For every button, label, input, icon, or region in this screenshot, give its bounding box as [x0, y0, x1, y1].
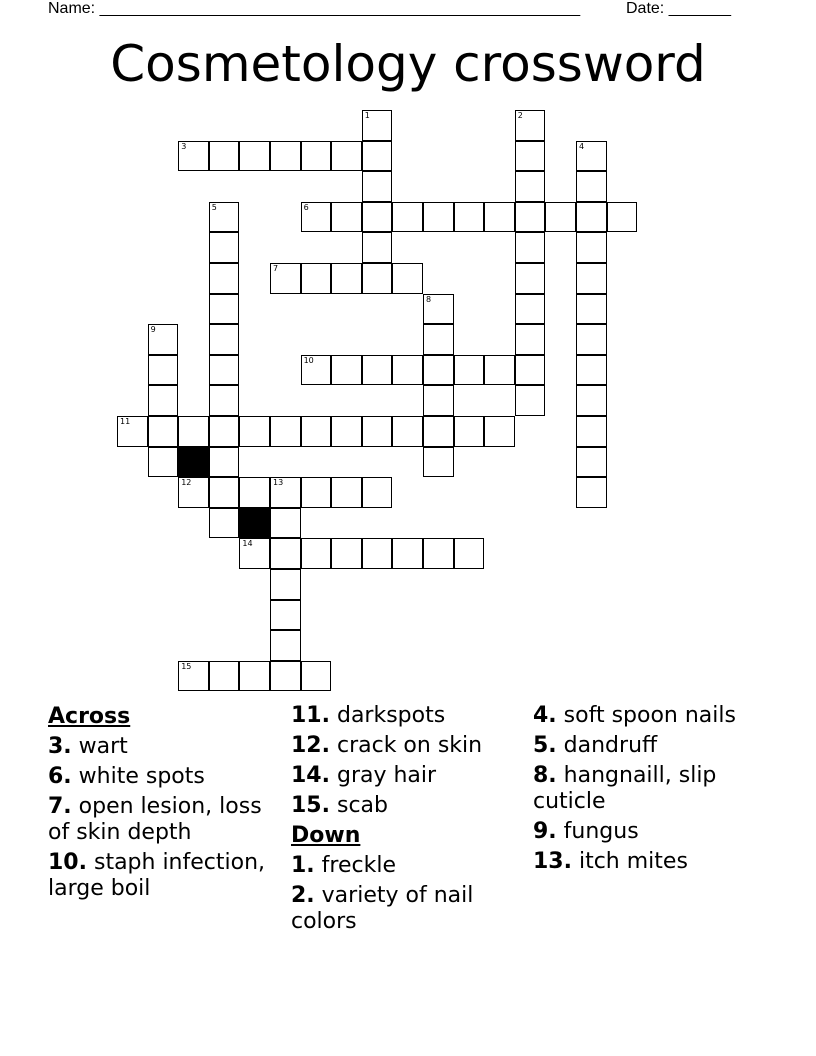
grid-cell[interactable] [362, 202, 393, 233]
grid-cell[interactable] [515, 202, 546, 233]
grid-cell[interactable] [301, 661, 332, 692]
grid-cell[interactable] [454, 202, 485, 233]
clue-number: 14. [291, 763, 330, 788]
grid-cell[interactable] [515, 294, 546, 325]
clue-text: crack on skin [329, 733, 483, 758]
grid-cell[interactable] [515, 171, 546, 202]
grid-cell[interactable] [576, 416, 607, 447]
grid-cell[interactable] [209, 508, 240, 539]
grid-cell[interactable] [148, 324, 179, 355]
across-clue [291, 703, 526, 729]
clue-text: freckle [314, 853, 396, 878]
grid-cell[interactable] [423, 538, 454, 569]
grid-cell[interactable] [392, 416, 423, 447]
grid-cell[interactable] [270, 416, 301, 447]
grid-cell[interactable] [484, 355, 515, 386]
clue-column-3 [533, 703, 773, 879]
grid-cell[interactable] [423, 324, 454, 355]
clue-number: 13. [533, 849, 572, 874]
black-square [239, 508, 270, 539]
across-clue [48, 734, 278, 760]
across-heading: Across [48, 704, 131, 729]
clue-text: dandruff [556, 733, 658, 758]
cell-number: 10 [303, 355, 314, 365]
cell-number: 15 [181, 661, 192, 671]
grid-cell[interactable] [270, 569, 301, 600]
grid-cell[interactable] [301, 202, 332, 233]
grid-cell[interactable] [270, 508, 301, 539]
grid-cell[interactable] [117, 416, 148, 447]
clue-text: itch mites [571, 849, 688, 874]
cell-number: 12 [181, 478, 192, 488]
grid-cell[interactable] [362, 141, 393, 172]
clue-column-2 [291, 703, 526, 939]
grid-cell[interactable] [239, 477, 270, 508]
grid-cell[interactable] [454, 416, 485, 447]
grid-cell[interactable] [270, 538, 301, 569]
grid-cell[interactable] [454, 538, 485, 569]
grid-cell[interactable] [576, 202, 607, 233]
grid-cell[interactable] [209, 263, 240, 294]
grid-cell[interactable] [209, 385, 240, 416]
grid-cell[interactable] [209, 232, 240, 263]
down-clue [533, 763, 773, 815]
grid-cell[interactable] [301, 263, 332, 294]
clue-text: variety of nail colors [291, 883, 474, 934]
down-clue [533, 819, 773, 845]
cell-number: 5 [211, 202, 217, 212]
grid-cell[interactable] [576, 263, 607, 294]
grid-cell[interactable] [423, 294, 454, 325]
grid-cell[interactable] [423, 447, 454, 478]
grid-cell[interactable] [362, 110, 393, 141]
clue-number: 12. [291, 733, 330, 758]
grid-cell[interactable] [331, 477, 362, 508]
grid-cell[interactable] [576, 447, 607, 478]
across-clue [48, 764, 278, 790]
cell-number: 1 [364, 111, 370, 120]
grid-cell[interactable] [301, 477, 332, 508]
down-heading: Down [291, 823, 361, 848]
clue-text: scab [329, 793, 388, 818]
grid-cell[interactable] [392, 202, 423, 233]
grid-cell[interactable] [270, 141, 301, 172]
clue-number: 5. [533, 733, 557, 758]
clue-number: 9. [533, 819, 557, 844]
across-clue [291, 793, 526, 819]
black-square [178, 447, 209, 478]
grid-cell[interactable] [301, 355, 332, 386]
down-clue [291, 883, 526, 935]
grid-cell[interactable] [576, 385, 607, 416]
grid-cell[interactable] [392, 355, 423, 386]
grid-cell[interactable] [362, 416, 393, 447]
cell-number: 14 [242, 539, 253, 549]
grid-cell[interactable] [239, 538, 270, 569]
clue-number: 2. [291, 883, 315, 908]
grid-cell[interactable] [209, 477, 240, 508]
cell-number: 9 [150, 325, 156, 335]
clue-number: 4. [533, 703, 557, 728]
grid-cell[interactable] [423, 355, 454, 386]
grid-cell[interactable] [209, 294, 240, 325]
clue-text: wart [71, 734, 128, 759]
grid-cell[interactable] [301, 141, 332, 172]
grid-cell[interactable] [515, 263, 546, 294]
grid-cell[interactable] [148, 385, 179, 416]
grid-cell[interactable] [331, 355, 362, 386]
grid-cell[interactable] [392, 538, 423, 569]
grid-cell[interactable] [148, 416, 179, 447]
grid-cell[interactable] [515, 232, 546, 263]
clue-number: 3. [48, 734, 72, 759]
across-clue [291, 733, 526, 759]
grid-cell[interactable] [178, 477, 209, 508]
cell-number: 7 [273, 264, 279, 273]
grid-cell[interactable] [270, 263, 301, 294]
grid-cell[interactable] [423, 385, 454, 416]
clue-number: 10. [48, 850, 87, 875]
across-clue [48, 794, 278, 846]
grid-cell[interactable] [515, 355, 546, 386]
cell-number: 4 [579, 141, 585, 151]
grid-cell[interactable] [148, 355, 179, 386]
clue-number: 11. [291, 703, 330, 728]
grid-cell[interactable] [331, 416, 362, 447]
grid-cell[interactable] [178, 661, 209, 692]
grid-cell[interactable] [576, 477, 607, 508]
grid-cell[interactable] [362, 477, 393, 508]
clue-text: darkspots [329, 703, 446, 728]
clue-text: soft spoon nails [556, 703, 736, 728]
grid-cell[interactable] [148, 447, 179, 478]
grid-cell[interactable] [209, 324, 240, 355]
grid-cell[interactable] [178, 141, 209, 172]
grid-cell[interactable] [576, 171, 607, 202]
cell-number: 8 [426, 294, 432, 304]
grid-cell[interactable] [331, 263, 362, 294]
grid-cell[interactable] [362, 171, 393, 202]
grid-cell[interactable] [484, 416, 515, 447]
grid-cell[interactable] [209, 355, 240, 386]
down-clue [533, 849, 773, 875]
clue-text: fungus [556, 819, 639, 844]
grid-cell[interactable] [515, 141, 546, 172]
page-title: Cosmetology crossword [110, 35, 706, 93]
grid-cell[interactable] [392, 263, 423, 294]
cell-number: 13 [273, 478, 284, 488]
clue-text: white spots [71, 764, 205, 789]
clue-number: 15. [291, 793, 330, 818]
grid-cell[interactable] [239, 141, 270, 172]
grid-cell[interactable] [576, 141, 607, 172]
grid-cell[interactable] [576, 294, 607, 325]
down-clue [291, 853, 526, 879]
clue-number: 1. [291, 853, 315, 878]
grid-cell[interactable] [209, 447, 240, 478]
grid-cell[interactable] [270, 661, 301, 692]
grid-cell[interactable] [515, 324, 546, 355]
grid-cell[interactable] [362, 538, 393, 569]
cell-number: 2 [517, 111, 523, 120]
grid-cell[interactable] [362, 355, 393, 386]
down-clue [533, 733, 773, 759]
grid-cell[interactable] [239, 416, 270, 447]
grid-cell[interactable] [270, 477, 301, 508]
cell-number: 3 [181, 141, 187, 151]
grid-cell[interactable] [545, 202, 576, 233]
grid-cell[interactable] [607, 202, 638, 233]
date-field-label: Date: _______ [626, 0, 731, 17]
grid-cell[interactable] [576, 232, 607, 263]
name-field-label: Name: ______________________________________________________ [48, 0, 581, 17]
grid-cell[interactable] [209, 661, 240, 692]
grid-cell[interactable] [301, 416, 332, 447]
grid-cell[interactable] [576, 324, 607, 355]
grid-cell[interactable] [423, 416, 454, 447]
clue-text: gray hair [329, 763, 437, 788]
grid-cell[interactable] [454, 355, 485, 386]
grid-cell[interactable] [209, 202, 240, 233]
grid-cell[interactable] [209, 416, 240, 447]
clue-text: staph infection, large boil [48, 850, 266, 901]
grid-cell[interactable] [270, 600, 301, 631]
grid-cell[interactable] [331, 141, 362, 172]
across-clue [48, 850, 278, 902]
across-clue [291, 763, 526, 789]
cell-number: 11 [120, 417, 131, 426]
grid-cell[interactable] [301, 538, 332, 569]
down-clue [533, 703, 773, 729]
grid-cell[interactable] [331, 202, 362, 233]
clue-text: open lesion, loss of skin depth [48, 794, 262, 845]
clue-number: 8. [533, 763, 557, 788]
clue-column-1 [48, 703, 278, 906]
grid-cell[interactable] [576, 355, 607, 386]
grid-cell[interactable] [239, 661, 270, 692]
grid-cell[interactable] [423, 202, 454, 233]
grid-cell[interactable] [362, 263, 393, 294]
clue-text: hangnaill, slip cuticle [533, 763, 717, 814]
grid-cell[interactable] [331, 538, 362, 569]
grid-cell[interactable] [178, 416, 209, 447]
grid-cell[interactable] [209, 141, 240, 172]
grid-cell[interactable] [515, 385, 546, 416]
clue-number: 7. [48, 794, 72, 819]
cell-number: 6 [303, 202, 309, 212]
grid-cell[interactable] [484, 202, 515, 233]
grid-cell[interactable] [362, 232, 393, 263]
clue-number: 6. [48, 764, 72, 789]
grid-cell[interactable] [515, 110, 546, 141]
grid-cell[interactable] [270, 630, 301, 661]
